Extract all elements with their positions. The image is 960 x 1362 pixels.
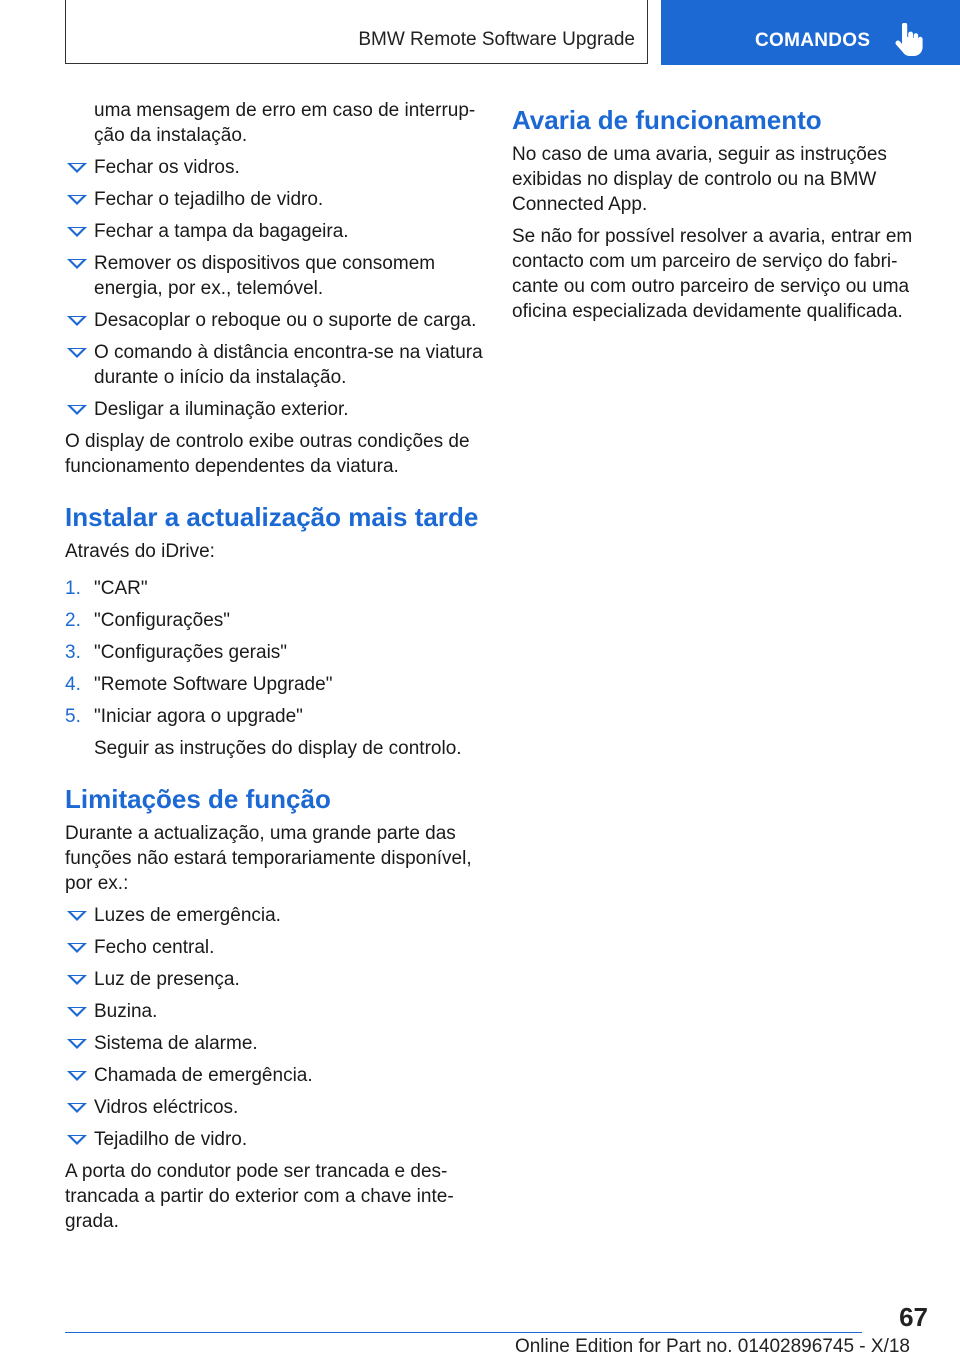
paragraph: Se não for possível resolver a avaria, entrar em contacto com um parceiro de serviço do fabricante ou com outro parceiro de serviço ou uma oficina especializada devidamente qualificada.	[512, 226, 913, 322]
triangle-bullet-icon	[67, 1135, 87, 1145]
list-item: Fechar os vidros.	[65, 155, 485, 180]
step-note: Seguir as instruções do display de controlo.	[94, 738, 462, 759]
preconditions-list	[65, 155, 485, 422]
left-column	[65, 98, 485, 1241]
list-item: Tejadilho de vidro.	[65, 1127, 485, 1152]
paragraph: Durante a actualização, uma grande parte das funções não estará temporariamente disponível, por ex.:	[65, 823, 472, 894]
pointing-hand-icon	[893, 23, 923, 57]
section-heading-fault: Avaria de funcionamento	[512, 105, 822, 135]
list-item: Remover os dispositivos que consomem energia, por ex., telemóvel.	[65, 251, 485, 301]
intro-continuation: uma mensagem de erro em caso de interrup ção da instalação.	[94, 100, 476, 146]
list-item: Desligar a iluminação exterior.	[65, 397, 485, 422]
steps-list	[65, 576, 485, 729]
list-item: Buzina.	[65, 999, 485, 1024]
triangle-bullet-icon	[67, 1103, 87, 1113]
list-item: Sistema de alarme.	[65, 1031, 485, 1056]
list-item: Chamada de emergência.	[65, 1063, 485, 1088]
step-item: 4. "Remote Software Upgrade"	[65, 674, 333, 695]
paragraph: A porta do condutor pode ser trancada e destrancada a partir do exterior com a chave integrada.	[65, 1161, 454, 1232]
triangle-bullet-icon	[67, 195, 87, 205]
triangle-bullet-icon	[67, 405, 87, 415]
triangle-bullet-icon	[67, 163, 87, 173]
triangle-bullet-icon	[67, 1007, 87, 1017]
triangle-bullet-icon	[67, 1071, 87, 1081]
triangle-bullet-icon	[67, 911, 87, 921]
step-item: 3. "Configurações gerais"	[65, 642, 288, 663]
list-item: Vidros eléctricos.	[65, 1095, 485, 1120]
list-item: Fecho central.	[65, 935, 485, 960]
section-heading-install-later: Instalar a actualização mais tarde	[65, 502, 479, 532]
paragraph: No caso de uma avaria, seguir as instruções exibidas no display de controlo ou na BMW Connected App.	[512, 144, 887, 215]
triangle-bullet-icon	[67, 1039, 87, 1049]
triangle-bullet-icon	[67, 943, 87, 953]
section-tab-label: COMANDOS	[755, 30, 871, 51]
list-item: Fechar o tejadilho de vidro.	[65, 187, 485, 212]
triangle-bullet-icon	[67, 259, 87, 269]
triangle-bullet-icon	[67, 975, 87, 985]
footer-edition: Online Edition for Part no. 01402896745 - X/18	[514, 1336, 910, 1357]
triangle-bullet-icon	[67, 227, 87, 237]
triangle-bullet-icon	[67, 348, 87, 358]
list-item: Luzes de emergência.	[65, 903, 485, 928]
section-heading-limitations: Limitações de função	[65, 784, 331, 814]
step-item: 2. "Configurações"	[65, 610, 231, 631]
footer-divider	[65, 1332, 862, 1333]
page-number: 67	[899, 1302, 928, 1332]
limitations-list	[65, 903, 485, 1152]
right-column	[512, 98, 922, 331]
list-item: Desacoplar o reboque ou o suporte de carga.	[65, 308, 485, 333]
section-tab[interactable]	[661, 0, 960, 65]
step-item: 1. "CAR"	[65, 578, 148, 599]
paragraph: O display de controlo exibe outras condições de funcionamento dependentes da viatura.	[65, 431, 470, 477]
list-item: O comando à distância encontra-se na viatura durante o início da instalação.	[65, 340, 485, 390]
header-title-box	[65, 0, 648, 64]
paragraph: Através do iDrive:	[65, 541, 215, 562]
list-item: Fechar a tampa da bagageira.	[65, 219, 485, 244]
triangle-bullet-icon	[67, 316, 87, 326]
step-item: 5. "Iniciar agora o upgrade"	[65, 706, 303, 727]
header-title: BMW Remote Software Upgrade	[358, 29, 635, 50]
list-item: Luz de presença.	[65, 967, 485, 992]
